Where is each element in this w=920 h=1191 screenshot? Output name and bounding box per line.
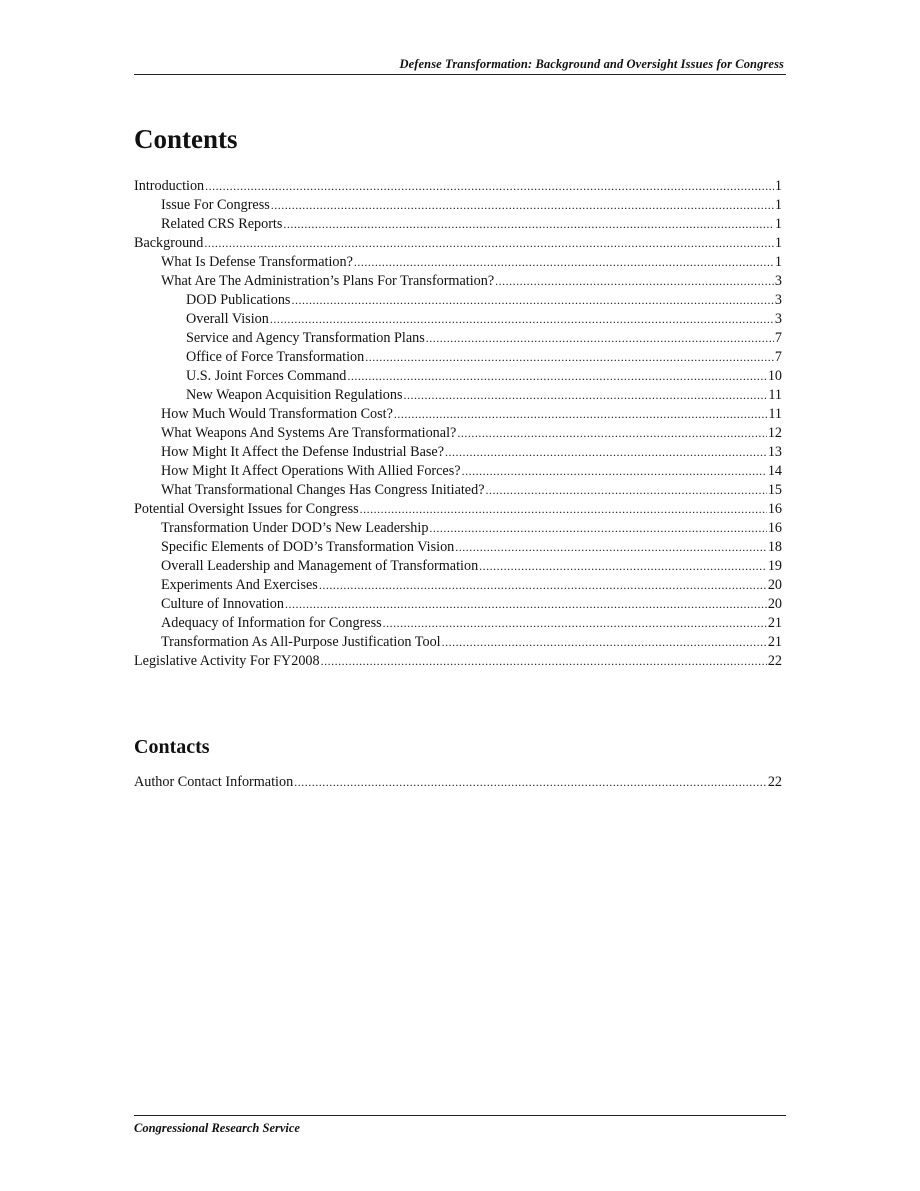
dot-leader [394, 405, 767, 424]
dot-leader [383, 614, 767, 633]
toc-entry[interactable] [134, 405, 782, 424]
dot-leader [462, 462, 767, 481]
contacts-heading: Contacts [134, 736, 210, 758]
toc-entry-label: Service and Agency Transformation Plans [186, 330, 425, 346]
toc-entry-label: Overall Vision [186, 311, 269, 327]
toc-entry-page-number: 3 [774, 292, 782, 308]
toc-entry[interactable] [134, 329, 782, 348]
toc-entry[interactable] [134, 348, 782, 367]
toc-entry[interactable] [134, 424, 782, 443]
toc-entry-label: Legislative Activity For FY2008 [134, 653, 320, 669]
toc-entry-label: Related CRS Reports [161, 216, 283, 232]
toc-entry-page-number: 21 [767, 634, 782, 650]
dot-leader [426, 329, 774, 348]
toc-entry[interactable] [134, 291, 782, 310]
toc-entry-label: Issue For Congress [161, 197, 270, 213]
dot-leader [204, 234, 774, 253]
dot-leader [285, 595, 767, 614]
dot-leader [294, 773, 767, 792]
toc-entry[interactable] [134, 500, 782, 519]
toc-entry-label: Transformation As All-Purpose Justification Tool [161, 634, 441, 650]
toc-entry[interactable] [134, 595, 782, 614]
running-header [134, 54, 786, 75]
dot-leader [365, 348, 774, 367]
dot-leader [486, 481, 767, 500]
toc-entry-page-number: 11 [768, 406, 782, 422]
toc-entry[interactable] [134, 215, 782, 234]
toc-entry-label: New Weapon Acquisition Regulations [186, 387, 403, 403]
dot-leader [404, 386, 768, 405]
footer-text: Congressional Research Service [134, 1121, 300, 1135]
toc-entry-page-number: 22 [767, 774, 782, 790]
toc-entry-page-number: 1 [774, 235, 782, 251]
dot-leader [205, 177, 774, 196]
toc-entry-label: How Much Would Transformation Cost? [161, 406, 393, 422]
toc-entry[interactable] [134, 367, 782, 386]
toc-entry[interactable] [134, 557, 782, 576]
toc-entry-page-number: 19 [767, 558, 782, 574]
contacts-list [134, 773, 782, 792]
toc-entry-page-number: 11 [768, 387, 782, 403]
dot-leader [271, 196, 774, 215]
dot-leader [270, 310, 774, 329]
toc-entry[interactable] [134, 177, 782, 196]
toc-entry-label: Specific Elements of DOD’s Transformation Vision [161, 539, 455, 555]
toc-entry-label: What Are The Administration’s Plans For Transformation? [161, 273, 495, 289]
toc-entry[interactable] [134, 234, 782, 253]
dot-leader [445, 443, 767, 462]
toc-entry-page-number: 1 [774, 197, 782, 213]
toc-entry-label: What Transformational Changes Has Congress Initiated? [161, 482, 485, 498]
toc-entry[interactable] [134, 773, 782, 792]
toc-entry[interactable] [134, 462, 782, 481]
toc-entry-page-number: 14 [767, 463, 782, 479]
toc-entry-page-number: 16 [767, 501, 782, 517]
toc-entry-label: What Weapons And Systems Are Transformational? [161, 425, 457, 441]
toc-entry-label: Introduction [134, 178, 205, 194]
toc-entry[interactable] [134, 272, 782, 291]
toc-entry-page-number: 7 [774, 330, 782, 346]
toc-entry-label: DOD Publications [186, 292, 291, 308]
toc-entry-page-number: 16 [767, 520, 782, 536]
toc-entry-page-number: 1 [774, 178, 782, 194]
dot-leader [442, 633, 767, 652]
toc-entry-label: Background [134, 235, 204, 251]
toc-entry-label: Adequacy of Information for Congress [161, 615, 382, 631]
toc-entry-page-number: 21 [767, 615, 782, 631]
toc-entry[interactable] [134, 443, 782, 462]
toc-entry-label: Overall Leadership and Management of Transformation [161, 558, 479, 574]
dot-leader [495, 272, 774, 291]
toc-entry[interactable] [134, 576, 782, 595]
toc-entry-page-number: 20 [767, 577, 782, 593]
toc-entry-page-number: 15 [767, 482, 782, 498]
dot-leader [283, 215, 774, 234]
toc-entry[interactable] [134, 652, 782, 671]
toc-entry-label: Potential Oversight Issues for Congress [134, 501, 359, 517]
dot-leader [360, 500, 767, 519]
toc-entry-page-number: 3 [774, 273, 782, 289]
toc-entry-page-number: 1 [774, 216, 782, 232]
dot-leader [321, 652, 767, 671]
toc-entry-label: U.S. Joint Forces Command [186, 368, 347, 384]
toc-entry-label: Experiments And Exercises [161, 577, 318, 593]
toc-entry-page-number: 20 [767, 596, 782, 612]
contents-heading: Contents [134, 124, 238, 154]
dot-leader [455, 538, 767, 557]
dot-leader [347, 367, 766, 386]
toc-entry-page-number: 3 [774, 311, 782, 327]
toc-entry[interactable] [134, 538, 782, 557]
toc-entry-page-number: 13 [767, 444, 782, 460]
toc-entry-label: How Might It Affect the Defense Industrial Base? [161, 444, 445, 460]
toc-entry-page-number: 10 [767, 368, 782, 384]
page-footer [134, 1115, 786, 1136]
toc-entry-page-number: 12 [767, 425, 782, 441]
toc-entry[interactable] [134, 633, 782, 652]
toc-entry-label: Transformation Under DOD’s New Leadership [161, 520, 429, 536]
table-of-contents [134, 177, 782, 671]
toc-entry-page-number: 7 [774, 349, 782, 365]
running-header-title: Defense Transformation: Background and Oversight Issues for Congress [399, 57, 784, 71]
dot-leader [479, 557, 767, 576]
toc-entry-label: Author Contact Information [134, 774, 294, 790]
toc-entry-page-number: 18 [767, 539, 782, 555]
toc-entry[interactable] [134, 310, 782, 329]
toc-entry-label: Office of Force Transformation [186, 349, 365, 365]
toc-entry[interactable] [134, 386, 782, 405]
toc-entry[interactable] [134, 253, 782, 272]
toc-entry[interactable] [134, 481, 782, 500]
toc-entry-label: Culture of Innovation [161, 596, 284, 612]
toc-entry[interactable] [134, 196, 782, 215]
dot-leader [354, 253, 774, 272]
dot-leader [291, 291, 773, 310]
dot-leader [429, 519, 766, 538]
toc-entry[interactable] [134, 614, 782, 633]
dot-leader [319, 576, 767, 595]
toc-entry-page-number: 1 [774, 254, 782, 270]
toc-entry[interactable] [134, 519, 782, 538]
toc-entry-label: How Might It Affect Operations With Allied Forces? [161, 463, 461, 479]
dot-leader [457, 424, 766, 443]
toc-entry-page-number: 22 [767, 653, 782, 669]
toc-entry-label: What Is Defense Transformation? [161, 254, 353, 270]
